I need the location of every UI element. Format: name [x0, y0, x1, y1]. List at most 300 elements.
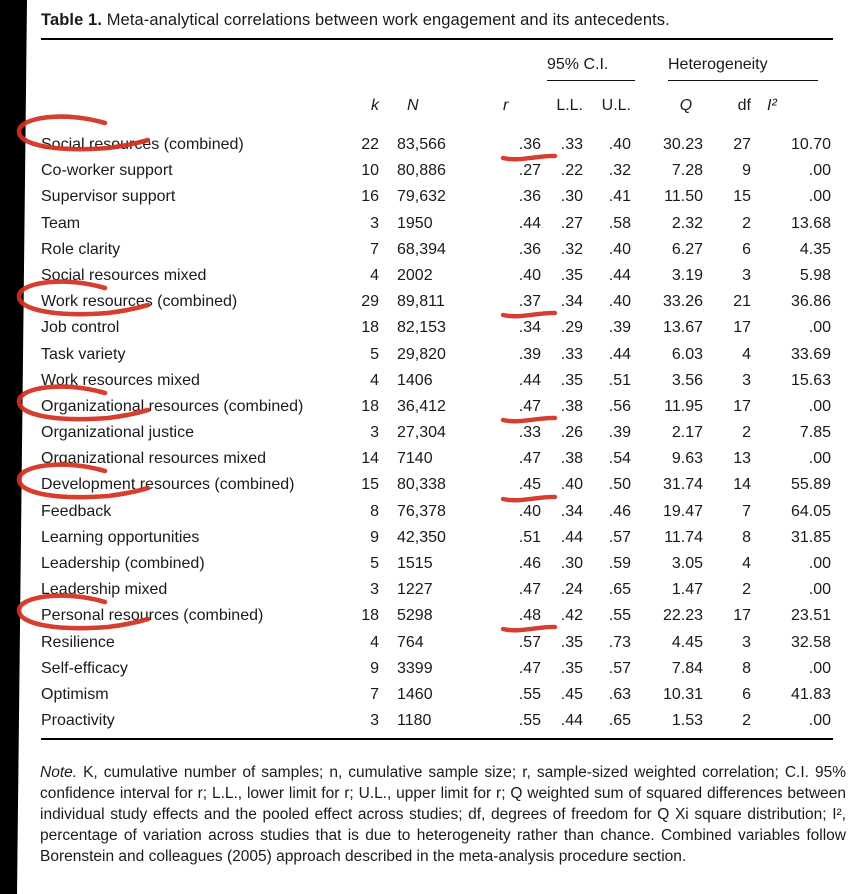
cell-label [41, 525, 359, 551]
cell-q [649, 289, 723, 315]
header-spacer [41, 39, 555, 81]
label-value: Work resources mixed [41, 371, 200, 389]
q-value: 9.63 [671, 450, 703, 468]
df-value: 2 [742, 712, 751, 730]
n-value: 36,412 [397, 397, 446, 415]
cell-df [723, 289, 765, 315]
cell-df [723, 263, 765, 289]
k-value: 16 [361, 188, 379, 206]
cell-r [501, 184, 555, 210]
label-value: Feedback [41, 502, 112, 520]
cell-ll [555, 341, 599, 367]
table-row [41, 708, 833, 739]
cell-label [41, 603, 359, 629]
df-value: 27 [733, 136, 751, 153]
df-value: 14 [733, 476, 751, 494]
cell-df [723, 577, 765, 603]
cell-r [501, 341, 555, 367]
cell-label [41, 368, 359, 394]
i2-value: .00 [808, 712, 832, 730]
q-value: 10.31 [662, 685, 703, 703]
cell-label [41, 394, 359, 420]
ll-value: .35 [560, 633, 583, 651]
ll-value: .44 [560, 712, 583, 730]
cell-k [359, 237, 397, 263]
cell-q [649, 446, 723, 472]
k-value: 3 [370, 712, 379, 730]
cell-r [501, 551, 555, 577]
cell-n [397, 708, 501, 739]
cell-r [501, 682, 555, 708]
cell-k [359, 263, 397, 289]
r-value: .57 [518, 633, 541, 651]
cell-label [41, 263, 359, 289]
col-header-k: k [371, 97, 379, 114]
ul-value: .39 [608, 319, 631, 337]
ul-value: .39 [608, 424, 631, 442]
cell-i2 [765, 210, 833, 236]
table-row [41, 420, 833, 446]
n-value: 7140 [397, 450, 433, 468]
meta-analysis-table [41, 38, 833, 740]
ul-value: .57 [608, 528, 631, 546]
col-header-df: df [737, 97, 751, 114]
cell-r [501, 629, 555, 655]
cell-df [723, 210, 765, 236]
cell-df [723, 341, 765, 367]
q-value: 7.84 [671, 659, 703, 677]
q-value: 2.17 [671, 424, 703, 442]
cell-df [723, 158, 765, 184]
cell-k [359, 656, 397, 682]
cell-n [397, 629, 501, 655]
cell-ul [599, 315, 649, 341]
cell-k [359, 499, 397, 525]
label-value: Task variety [41, 345, 126, 363]
col-header-ul: U.L. [601, 97, 631, 114]
i2-value: 23.51 [790, 607, 832, 625]
k-value: 9 [370, 659, 379, 677]
df-value: 4 [742, 555, 751, 572]
df-value: 13 [733, 450, 751, 468]
i2-value: 36.86 [790, 293, 832, 311]
df-value: 7 [742, 502, 751, 520]
ll-value: .24 [560, 581, 583, 599]
cell-ul [599, 184, 649, 210]
q-value: 11.74 [664, 528, 703, 546]
cell-ul [599, 341, 649, 367]
ll-value: .33 [560, 345, 583, 363]
cell-k [359, 472, 397, 498]
label-value: Supervisor support [41, 188, 176, 206]
cell-i2 [765, 237, 833, 263]
ul-value: .54 [608, 450, 631, 468]
n-value: 1460 [397, 685, 433, 703]
k-value: 10 [361, 162, 379, 180]
cell-ul [599, 499, 649, 525]
table-caption-text: Meta-analytical correlations between work engagement and its antecedents. [106, 11, 670, 29]
df-value: 8 [742, 528, 751, 546]
table-row [41, 682, 833, 708]
r-value: .47 [518, 581, 541, 599]
cell-r [501, 263, 555, 289]
label-value: Team [41, 214, 81, 232]
ll-value: .40 [560, 476, 583, 494]
r-value: .44 [518, 371, 541, 389]
i2-value: 5.98 [799, 266, 832, 284]
r-value: .51 [518, 528, 541, 546]
cell-k [359, 420, 397, 446]
cell-q [649, 499, 723, 525]
ll-value: .22 [560, 162, 583, 180]
n-value: 27,304 [397, 424, 446, 442]
ll-value: .30 [560, 188, 583, 206]
r-value: .47 [518, 659, 541, 677]
cell-n [397, 656, 501, 682]
cell-i2 [765, 315, 833, 341]
cell-k [359, 446, 397, 472]
table-row [41, 472, 833, 498]
cell-n [397, 184, 501, 210]
label-value: Personal resources (combined) [41, 607, 264, 625]
cell-ul [599, 263, 649, 289]
cell-ll [555, 577, 599, 603]
cell-n [397, 603, 501, 629]
k-value: 5 [370, 345, 379, 363]
r-value: .47 [518, 397, 541, 415]
table-row [41, 315, 833, 341]
i2-value: 32.58 [790, 633, 832, 651]
q-value: 31.74 [662, 476, 703, 494]
i2-value: .00 [808, 659, 832, 677]
i2-value: .00 [808, 450, 832, 468]
cell-k [359, 158, 397, 184]
table-row [41, 551, 833, 577]
n-value: 42,350 [397, 528, 446, 546]
q-value: 19.47 [662, 502, 703, 520]
cell-ll [555, 184, 599, 210]
cell-q [649, 656, 723, 682]
label-value: Resilience [41, 633, 115, 651]
k-value: 5 [370, 555, 379, 572]
cell-df [723, 472, 765, 498]
cell-ll [555, 446, 599, 472]
cell-df [723, 394, 765, 420]
df-value: 9 [742, 162, 751, 180]
cell-ll [555, 124, 599, 158]
label-value: Social resources mixed [41, 266, 207, 284]
label-value: Organizational resources mixed [41, 450, 266, 468]
n-value: 1227 [397, 581, 433, 599]
ul-value: .40 [608, 293, 631, 311]
cell-i2 [765, 394, 833, 420]
cell-ul [599, 708, 649, 739]
r-value: .40 [518, 266, 541, 284]
cell-n [397, 577, 501, 603]
cell-ul [599, 577, 649, 603]
cell-n [397, 394, 501, 420]
cell-r [501, 158, 555, 184]
ul-value: .44 [608, 266, 631, 284]
ll-value: .29 [560, 319, 583, 337]
scan-edge-black-strip [0, 0, 27, 894]
i2-value: 4.35 [799, 240, 832, 258]
i2-value: 55.89 [790, 476, 832, 494]
i2-value: 31.85 [790, 528, 832, 546]
cell-ll [555, 289, 599, 315]
k-value: 4 [370, 371, 379, 389]
cell-ul [599, 629, 649, 655]
df-value: 3 [742, 371, 751, 389]
cell-label [41, 551, 359, 577]
label-value: Development resources (combined) [41, 476, 295, 494]
cell-ul [599, 210, 649, 236]
cell-label [41, 315, 359, 341]
df-value: 6 [742, 240, 751, 258]
ll-value: .42 [560, 607, 583, 625]
label-value: Role clarity [41, 240, 121, 258]
cell-ul [599, 394, 649, 420]
cell-i2 [765, 341, 833, 367]
df-value: 17 [733, 607, 751, 625]
n-value: 83,566 [397, 136, 446, 153]
cell-ul [599, 237, 649, 263]
q-value: 6.03 [671, 345, 703, 363]
cell-r [501, 525, 555, 551]
cell-ll [555, 315, 599, 341]
ll-value: .30 [560, 555, 583, 572]
cell-df [723, 682, 765, 708]
cell-n [397, 315, 501, 341]
n-value: 89,811 [397, 293, 445, 311]
n-value: 76,378 [397, 502, 446, 520]
i2-value: .00 [808, 397, 832, 415]
table-body [41, 124, 833, 739]
i2-value: 41.83 [790, 685, 832, 703]
r-value: .36 [518, 136, 541, 153]
cell-n [397, 420, 501, 446]
cell-label [41, 184, 359, 210]
cell-label [41, 629, 359, 655]
cell-i2 [765, 124, 833, 158]
df-value: 8 [742, 659, 751, 677]
cell-i2 [765, 551, 833, 577]
cell-q [649, 341, 723, 367]
ul-value: .73 [608, 633, 631, 651]
label-value: Optimism [41, 685, 109, 703]
ll-value: .38 [560, 397, 583, 415]
cell-label [41, 124, 359, 158]
ul-value: .32 [608, 162, 631, 180]
r-value: .37 [518, 293, 541, 311]
r-value: .55 [518, 712, 541, 730]
table-row [41, 577, 833, 603]
cell-df [723, 708, 765, 739]
ul-value: .65 [608, 581, 631, 599]
cell-n [397, 682, 501, 708]
k-value: 7 [370, 240, 379, 258]
cell-df [723, 420, 765, 446]
cell-n [397, 210, 501, 236]
df-value: 15 [733, 188, 751, 206]
ul-value: .63 [608, 685, 631, 703]
q-value: 22.23 [662, 607, 703, 625]
cell-ll [555, 420, 599, 446]
cell-k [359, 124, 397, 158]
r-value: .36 [518, 240, 541, 258]
cell-label [41, 577, 359, 603]
cell-r [501, 499, 555, 525]
cell-q [649, 210, 723, 236]
cell-label [41, 341, 359, 367]
cell-i2 [765, 656, 833, 682]
k-value: 7 [370, 685, 379, 703]
r-value: .39 [518, 345, 541, 363]
table-row [41, 158, 833, 184]
table-row [41, 368, 833, 394]
k-value: 4 [370, 266, 379, 284]
cell-df [723, 603, 765, 629]
k-value: 3 [370, 581, 379, 599]
q-value: 13.67 [662, 319, 703, 337]
cell-r [501, 603, 555, 629]
cell-r [501, 577, 555, 603]
ul-value: .50 [608, 476, 631, 494]
label-value: Leadership (combined) [41, 555, 205, 572]
cell-i2 [765, 446, 833, 472]
df-value: 3 [742, 266, 751, 284]
table-block [41, 10, 833, 740]
cell-r [501, 420, 555, 446]
cell-r [501, 289, 555, 315]
cell-i2 [765, 499, 833, 525]
ul-value: .46 [608, 502, 631, 520]
table-row [41, 394, 833, 420]
i2-value: 7.85 [799, 424, 832, 442]
r-value: .45 [518, 476, 541, 494]
cell-n [397, 525, 501, 551]
cell-label [41, 708, 359, 739]
q-value: 6.27 [671, 240, 703, 258]
cell-i2 [765, 289, 833, 315]
r-value: .55 [518, 685, 541, 703]
q-value: 1.47 [671, 581, 703, 599]
cell-df [723, 184, 765, 210]
table-row [41, 341, 833, 367]
cell-i2 [765, 603, 833, 629]
k-value: 8 [370, 502, 379, 520]
cell-ul [599, 289, 649, 315]
k-value: 18 [361, 397, 379, 415]
cell-i2 [765, 158, 833, 184]
ll-value: .35 [560, 659, 583, 677]
i2-value: .00 [808, 319, 832, 337]
label-value: Organizational justice [41, 424, 194, 442]
q-value: 7.28 [671, 162, 703, 180]
n-value: 68,394 [397, 240, 446, 258]
cell-k [359, 394, 397, 420]
q-value: 3.05 [671, 555, 703, 572]
n-value: 80,338 [397, 476, 446, 494]
n-value: 1950 [397, 214, 433, 232]
k-value: 3 [370, 424, 379, 442]
r-value: .40 [518, 502, 541, 520]
cell-q [649, 184, 723, 210]
cell-ul [599, 682, 649, 708]
cell-i2 [765, 525, 833, 551]
df-value: 2 [742, 424, 751, 442]
cell-df [723, 525, 765, 551]
table-header [41, 39, 833, 124]
cell-i2 [765, 420, 833, 446]
df-value: 21 [733, 293, 751, 311]
q-value: 11.50 [664, 188, 703, 206]
ul-value: .58 [608, 214, 631, 232]
cell-q [649, 420, 723, 446]
cell-df [723, 446, 765, 472]
cell-label [41, 446, 359, 472]
label-value: Organizational resources (combined) [41, 397, 304, 415]
cell-i2 [765, 263, 833, 289]
cell-ul [599, 472, 649, 498]
heterogeneity-group-header: Heterogeneity [668, 56, 818, 81]
cell-ul [599, 446, 649, 472]
col-header-rowlabel [41, 81, 359, 124]
table-row [41, 629, 833, 655]
cell-k [359, 551, 397, 577]
r-value: .33 [518, 424, 541, 442]
r-value: .47 [518, 450, 541, 468]
col-header-n: N [407, 97, 419, 114]
cell-k [359, 577, 397, 603]
i2-value: 64.05 [790, 502, 832, 520]
cell-k [359, 289, 397, 315]
ll-value: .45 [560, 685, 583, 703]
cell-n [397, 237, 501, 263]
cell-i2 [765, 682, 833, 708]
table-row [41, 263, 833, 289]
cell-q [649, 263, 723, 289]
cell-df [723, 499, 765, 525]
ll-value: .35 [560, 266, 583, 284]
ci-group-header: 95% C.I. [547, 56, 635, 81]
ul-value: .55 [608, 607, 631, 625]
note-text: K, cumulative number of samples; n, cumulative sample size; r, sample-sized weighted correlation; C.I. 95% confidence interval for r; L.L., lower limit for r; U.L., upper limit for r; Q weighted sum of squared differences between individual study effects and the pooled effect across studies; df, degrees of freedom for Q Xi square distribution; I², percentage of variation across studies that is due to heterogeneity rather than chance. Combined variables follow Borenstein and colleagues (2005) approach described in the meta-analysis procedure section. [40, 764, 847, 865]
df-value: 2 [742, 581, 751, 599]
n-value: 1180 [397, 712, 432, 730]
table-row [41, 289, 833, 315]
table-number: Table 1. [41, 11, 103, 29]
cell-q [649, 315, 723, 341]
cell-n [397, 158, 501, 184]
cell-i2 [765, 577, 833, 603]
cell-label [41, 237, 359, 263]
cell-q [649, 708, 723, 739]
cell-ll [555, 210, 599, 236]
label-value: Social resources (combined) [41, 136, 244, 153]
n-value: 5298 [397, 607, 433, 625]
cell-label [41, 158, 359, 184]
cell-r [501, 446, 555, 472]
cell-ul [599, 603, 649, 629]
cell-r [501, 124, 555, 158]
table-row [41, 656, 833, 682]
cell-k [359, 525, 397, 551]
cell-label [41, 656, 359, 682]
cell-r [501, 368, 555, 394]
n-value: 79,632 [397, 188, 446, 206]
cell-k [359, 629, 397, 655]
